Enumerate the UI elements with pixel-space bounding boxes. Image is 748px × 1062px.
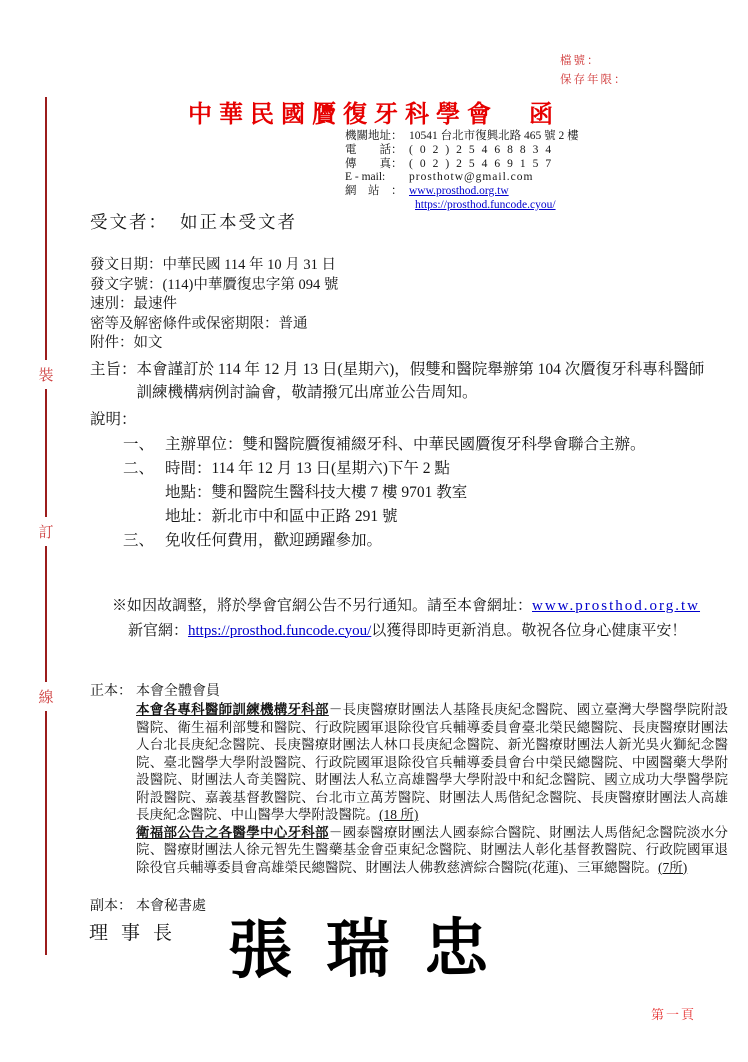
group-2-heading: 衛福部公告之各醫學中心牙科部 <box>136 824 329 840</box>
speed-class-line: 速別：最速件 <box>90 296 177 312</box>
notice-text-1: ※如因故調整，將於學會官網公告不另行通知。請至本會網址： <box>112 598 533 614</box>
phone-value: (02)25468834 <box>409 143 559 156</box>
attachment-line: 附件：如文 <box>90 335 163 351</box>
recipient-label: 受文者： <box>90 212 168 232</box>
explanation-section <box>90 408 710 553</box>
group-2-count: (7所) <box>658 859 688 875</box>
original-copy-row <box>90 683 730 701</box>
filing-info <box>560 52 628 90</box>
email-label: E - mail: <box>345 171 386 184</box>
binding-mark-xian: 線 <box>37 682 55 711</box>
explanation-label: 說明： <box>90 411 137 428</box>
item-2-address: 地址：新北市中和區中正路 291 號 <box>165 508 398 525</box>
contact-email <box>345 171 579 185</box>
chairman-signature: 張瑞忠 <box>227 911 523 989</box>
reference-number-line: 發文字號：(114)中華贗復忠字第 094 號 <box>90 276 339 293</box>
explanation-item-1 <box>123 433 710 457</box>
group-1-dash: － <box>328 702 343 717</box>
item-3-text: 免收任何費用，歡迎踴躍參加。 <box>165 532 383 549</box>
original-copy-label: 正本： <box>90 684 132 699</box>
email-value: prosthotw@gmail.com <box>409 171 534 184</box>
binding-mark-ding: 訂 <box>37 517 55 546</box>
item-2-venue: 地點：雙和醫院生醫科技大樓 7 樓 9701 教室 <box>165 484 468 501</box>
item-3-number: 三、 <box>123 532 155 549</box>
notice-text-2: 新官網： <box>128 622 189 639</box>
retention-period-label: 保存年限： <box>560 74 628 86</box>
address-label: 機關地址： <box>345 130 403 142</box>
fax-label: 傳 真： <box>345 157 403 170</box>
item-2-number: 二、 <box>123 460 155 477</box>
explanation-item-3 <box>123 529 710 553</box>
phone-label: 電 話： <box>345 143 403 156</box>
group-1-hospitals: 長庚醫療財團法人基隆長庚紀念醫院、國立臺灣大學醫學院附設醫院、衛生福利部雙和醫院、行政院國軍退除役官兵輔導委員會臺北榮民總醫院、長庚醫療財團法人台北長庚紀念醫院、長庚醫療財團法人林口長庚紀念醫院、新光醫療財團法人新光吳火獅紀念醫院、臺北醫學大學附設醫院、行政院國軍退除役官兵輔導委員會台中榮民總醫院、中國醫藥大學附設醫院、財團法人奇美醫院、財團法人私立高雄醫學大學附設中和紀念醫院、國立成功大學醫學院附設醫院、嘉義基督教醫院、台北市立萬芳醫院、財團法人馬偕紀念醫院、長庚醫療財團法人高雄長庚紀念醫院、中山醫學大學附設醫院。 <box>136 702 729 822</box>
adjustment-notice <box>112 594 726 643</box>
address-value: 10541 台北市復興北路 465 號 2 樓 <box>409 130 579 142</box>
website-label: 網 站 ： <box>345 185 403 198</box>
website-link-main[interactable]: www.prosthod.org.tw <box>409 185 509 198</box>
security-class-line: 密等及解密條件或保密期限：普通 <box>90 315 308 332</box>
contact-phone <box>345 144 579 158</box>
file-number-label: 檔號： <box>560 55 601 67</box>
issue-date-line: 發文日期：中華民國 114 年 10 月 31 日 <box>90 257 336 273</box>
subject-label: 主旨： <box>90 361 137 378</box>
contact-fax <box>345 158 579 172</box>
group-1-count: (18 所) <box>379 807 419 822</box>
website-indent <box>345 199 415 213</box>
notice-text-3: 以獲得即時更新消息。敬祝各位身心健康平安！ <box>371 622 687 639</box>
binding-mark-zhuang: 裝 <box>37 360 55 389</box>
distribution-section <box>90 683 730 895</box>
contact-block <box>345 130 579 213</box>
contact-website <box>345 185 579 199</box>
chairman-title: 理事長 <box>89 923 186 944</box>
item-2-time: 時間：114 年 12 月 13 日(星期六)下午 2 點 <box>165 460 450 477</box>
recipient-line <box>90 209 297 234</box>
document-meta <box>90 256 338 354</box>
subject-text: 本會謹訂於 114 年 12 月 13 日(星期六)，假雙和醫院舉辦第 104 次贗復牙科專科醫師訓練機構病例討論會，敬請撥冗出席並公告周知。 <box>136 361 705 401</box>
group-2-dash: － <box>328 824 343 840</box>
cc-label: 副本： <box>90 899 132 914</box>
notice-link-new-site[interactable]: https://prosthod.funcode.cyou/ <box>188 622 372 639</box>
recipient-value: 如正本受文者 <box>180 212 297 232</box>
item-1-number: 一、 <box>123 436 155 453</box>
group-1-heading: 本會各專科醫師訓練機構牙科部 <box>136 702 329 717</box>
cc-value: 本會秘書處 <box>136 899 206 914</box>
medical-centers-list <box>136 824 728 877</box>
contact-website-2 <box>345 199 579 213</box>
fax-value: (02)25469157 <box>409 157 559 170</box>
explanation-item-2 <box>123 457 710 529</box>
page-number: 第一頁 <box>651 1007 697 1022</box>
subject-section <box>90 358 706 404</box>
original-copy-value: 本會全體會員 <box>136 684 220 699</box>
document-title: 中華民國贗復牙科學會 函 <box>188 102 560 128</box>
training-institutions-list <box>136 701 728 824</box>
website-link-new[interactable]: https://prosthod.funcode.cyou/ <box>415 198 556 211</box>
contact-address <box>345 130 579 144</box>
item-1-text: 主辦單位：雙和醫院贗復補綴牙科、中華民國贗復牙科學會聯合主辦。 <box>165 436 646 453</box>
cc-row <box>90 895 206 915</box>
group-2-hospitals: 國泰醫療財團法人國泰綜合醫院、財團法人馬偕紀念醫院淡水分院、醫療財團法人徐元智先生醫藥基金會亞東紀念醫院、財團法人彰化基督教醫院、行政院國軍退除役官兵輔導委員會高雄榮民總醫院、財團法人佛教慈濟綜合醫院(花蓮)、三軍總醫院。 <box>136 824 729 875</box>
notice-link-main-site[interactable]: www.prosthod.org.tw <box>532 598 701 614</box>
